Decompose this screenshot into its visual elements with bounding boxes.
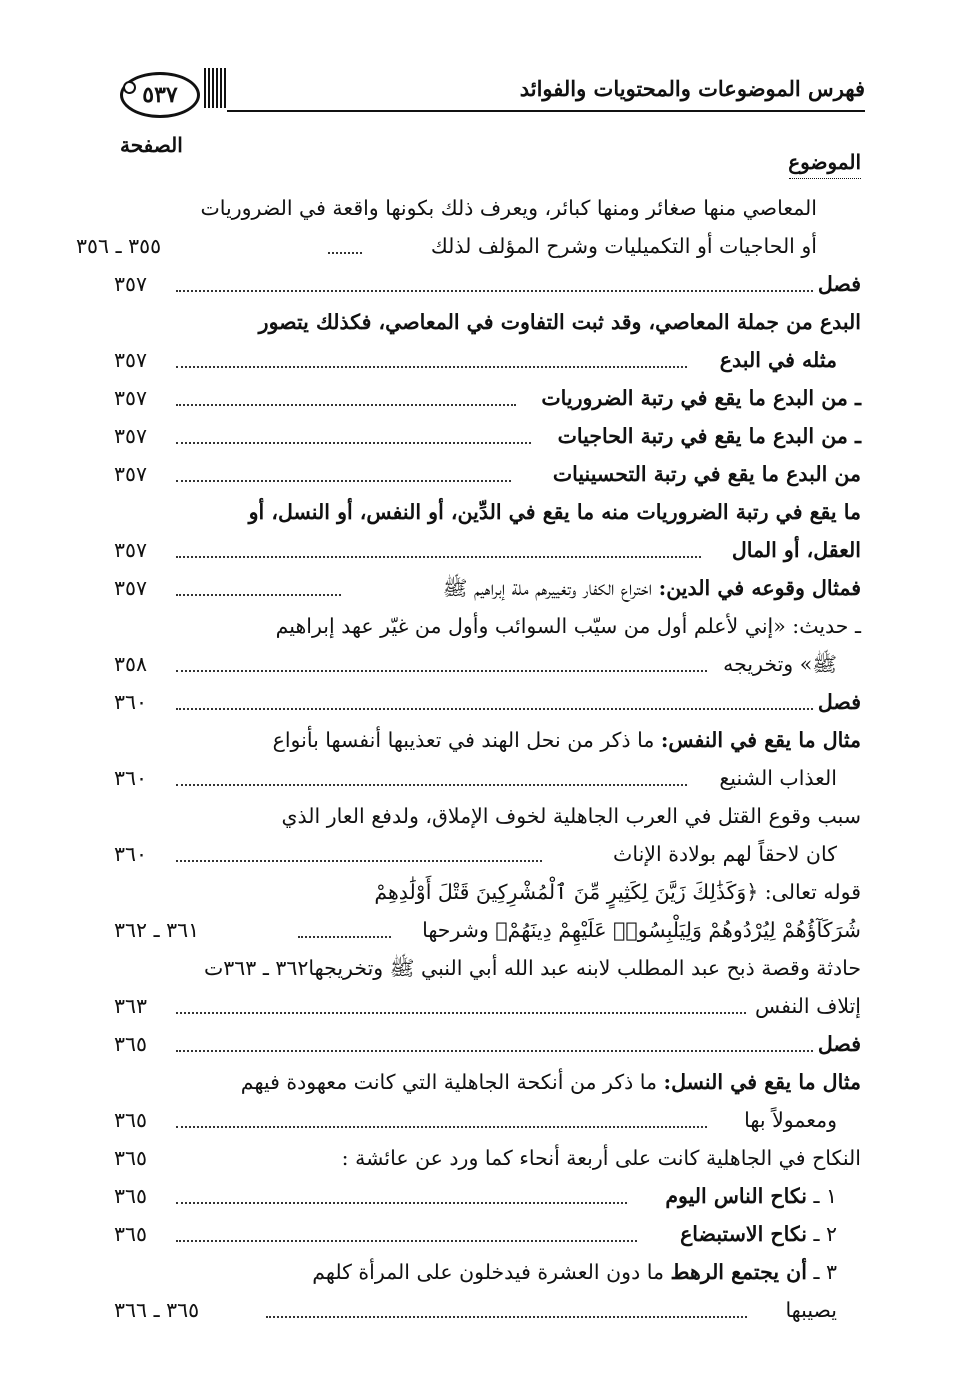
leader-dots: [176, 1202, 627, 1204]
leader-dots: [176, 860, 542, 862]
entry-page: ٣٦٥: [114, 1108, 148, 1132]
entry-text-wrap: [273, 728, 861, 752]
index-entry: [108, 1180, 837, 1218]
entry-page: ٣٦٥: [114, 1184, 148, 1208]
entry-text: ما ذكر من نحل الهند في تعذيبها أنفسها بأنواع: [272, 728, 655, 752]
entry-text: المعاصي منها صغائر ومنها كبائر، ويعرف ذلك بكونها واقعة في الضروريات: [200, 196, 817, 220]
index-entry: [108, 648, 837, 686]
entry-label: فمثال وقوعه في الدين:: [658, 576, 861, 600]
page-number-badge: [120, 72, 200, 118]
index-entry: [76, 230, 817, 268]
index-entry-verse: [108, 914, 861, 952]
entry-page: ٣٦١ ـ ٣٦٢: [114, 918, 200, 942]
entry-text: أو الحاجيات أو التكميليات وشرح المؤلف لذلك: [430, 234, 817, 258]
index-entry: [108, 1104, 837, 1142]
entry-page: ٣٦٥: [114, 1222, 148, 1246]
entry-number: ١ ـ: [813, 1184, 837, 1208]
entry-text: ما ذكر من أنكحة الجاهلية التي كانت معهودة فيهم: [240, 1070, 657, 1094]
entry-page: ٣٥٧: [114, 462, 148, 486]
leader-dots: [176, 290, 813, 292]
entry-text: ـ من البدع ما يقع في رتبة الحاجيات: [557, 424, 861, 448]
entry-number: ٢ ـ: [813, 1222, 837, 1246]
entry-text: سبب وقوع القتل في العرب الجاهلية لخوف الإملاق، ولدفع العار الذي: [281, 804, 861, 828]
entry-text: حادثة وقصة ذبح عبد المطلب لابنه عبد الله أبي النبي ﷺ وتخريجها٣٦٢ ـ ٣٦٣ت: [203, 956, 861, 980]
entry-page: ٣٦٠: [114, 842, 148, 866]
entry-text: العذاب الشنيع: [719, 766, 837, 790]
entry-label: أن يجتمع الرهط: [670, 1260, 807, 1284]
entry-page: ٣٦٠: [114, 690, 148, 714]
entry-page: ٣٦٥: [114, 1146, 148, 1170]
entry-text-wrap: [665, 1184, 837, 1208]
index-entry: [108, 458, 861, 496]
entry-page: ٣٥٧: [114, 272, 148, 296]
entry-text: ومعمولاً بها: [744, 1108, 837, 1132]
entry-text-wrap: [312, 1260, 837, 1284]
page-number: ٥٣٧: [142, 82, 178, 108]
entry-text: ما يقع في رتبة الضروريات منه ما يقع في الدِّين، أو النفس، أو النسل، أو: [248, 500, 861, 524]
topic-heading-underline: [789, 178, 861, 179]
index-entry: [108, 344, 837, 382]
entry-text: ﷺ» وتخريجه: [723, 652, 837, 676]
entry-label: مثال ما يقع في النسل:: [663, 1070, 861, 1094]
index-entry-section: [108, 1028, 861, 1066]
entry-text: نكاح الاستبضاع: [680, 1222, 807, 1246]
leader-dots: [176, 1012, 746, 1014]
entry-text: كان لاحقاً لهم بولادة الإناث: [613, 842, 837, 866]
entry-text: العقل، أو المال: [731, 538, 861, 562]
index-entry: [108, 382, 861, 420]
topic-column-heading: الموضوع: [788, 150, 861, 174]
entry-text: قوله تعالى: ﴿وَكَذَٰلِكَ زَيَّنَ لِكَثِيرٍ مِّنَ ٱلْمُشْرِكِينَ قَتْلَ أَوْلَٰدِهِمْ: [374, 880, 861, 904]
index-entry: [108, 572, 861, 610]
header-ornament-bars: [204, 68, 226, 108]
index-entry: [108, 990, 861, 1028]
entry-page: ٣٥٧: [114, 348, 148, 372]
leader-dots: [176, 1126, 707, 1128]
index-entry: [108, 1256, 837, 1294]
index-entry: [108, 762, 837, 800]
leader-dots: [176, 404, 516, 406]
index-entry: [108, 306, 861, 344]
entry-page: ٣٦٥: [114, 1032, 148, 1056]
index-entry: [108, 534, 861, 572]
index-entry: [108, 1142, 861, 1180]
index-entry: [108, 1066, 861, 1104]
entry-text: يصيبها: [785, 1298, 837, 1322]
entry-text: إتلاف النفس: [754, 994, 861, 1018]
leader-dots: [176, 708, 813, 710]
entry-page: ٣٥٧: [114, 424, 148, 448]
ornament-dot-icon: [123, 81, 136, 94]
leader-dots: [176, 480, 511, 482]
entry-text: ـ من البدع ما يقع في رتبة الضروريات: [541, 386, 861, 410]
index-entry: [108, 496, 861, 534]
entry-text: فصل: [817, 272, 861, 296]
entry-page: ٣٥٧: [114, 576, 148, 600]
entry-text: شُرَكَآؤُهُمْ لِيُرْدُوهُمْ وَلِيَلْبِسُوا۟ عَلَيْهِمْ دِينَهُمْ﴾ وشرحها: [422, 918, 861, 942]
leader-dots: [328, 252, 362, 254]
page-header: [112, 62, 865, 118]
leader-dots: [176, 366, 687, 368]
leader-dots: [298, 936, 391, 938]
leader-dots: [176, 784, 687, 786]
index-entry: [108, 838, 837, 876]
entry-text: مثله في البدع: [719, 348, 837, 372]
leader-dots: [176, 556, 701, 558]
running-title: فهرس الموضوعات والمحتويات والفوائد: [519, 76, 865, 101]
index-entry: [108, 1218, 837, 1256]
entry-page: ٣٦٣: [114, 994, 148, 1018]
leader-dots: [176, 594, 341, 596]
entry-text: ما دون العشرة فيدخلون على المرأة كلهم: [312, 1260, 664, 1284]
entry-page: ٣٥٧: [114, 386, 148, 410]
index-entry: [108, 1294, 837, 1332]
entry-label: مثال ما يقع في النفس:: [660, 728, 861, 752]
page-column-heading: الصفحة: [120, 133, 183, 157]
entry-page: ٣٥٧: [114, 538, 148, 562]
index-entry: [108, 610, 861, 648]
entry-page: ٣٥٨: [114, 652, 148, 676]
index-entry-section: [108, 686, 861, 724]
entry-page: ٣٥٥ ـ ٣٥٦: [76, 234, 162, 258]
leader-dots: [176, 1240, 637, 1242]
leader-dots: [266, 1316, 747, 1318]
entry-text-wrap: [443, 576, 861, 606]
header-rule: [227, 110, 865, 112]
leader-dots: [176, 670, 707, 672]
index-entry: [108, 724, 861, 762]
entry-text: فصل: [817, 1032, 861, 1056]
entry-text: البدع من جملة المعاصي، وقد ثبت التفاوت في المعاصي، فكذلك يتصور: [258, 310, 861, 334]
entry-number: ٣ ـ: [813, 1260, 837, 1284]
entry-text: اختراع الكفار وتغييرهم ملة إبراهيم ﷺ: [442, 576, 653, 600]
leader-dots: [176, 1050, 813, 1052]
entry-text-wrap: [680, 1222, 837, 1246]
entry-page: ٣٦٠: [114, 766, 148, 790]
entry-text-wrap: [241, 1070, 861, 1094]
index-entry-verse: [108, 876, 861, 914]
index-entry: [108, 420, 861, 458]
index-entry: [108, 952, 861, 990]
entry-text: النكاح في الجاهلية كانت على أربعة أنحاء كما ورد عن عائشة :: [341, 1146, 861, 1170]
index-entry: [108, 800, 861, 838]
entry-text: فصل: [817, 690, 861, 714]
leader-dots: [176, 442, 531, 444]
entry-page: ٣٦٥ ـ ٣٦٦: [114, 1298, 200, 1322]
entry-text: ـ حديث: «إني لأعلم أول من سيّب السوائب وأول من غيّر عهد إبراهيم: [275, 614, 861, 638]
index-entry-section: [108, 268, 861, 306]
index-entry: [108, 192, 817, 230]
entry-text: من البدع ما يقع في رتبة التحسينيات: [552, 462, 861, 486]
entry-text: نكاح الناس اليوم: [665, 1184, 807, 1208]
